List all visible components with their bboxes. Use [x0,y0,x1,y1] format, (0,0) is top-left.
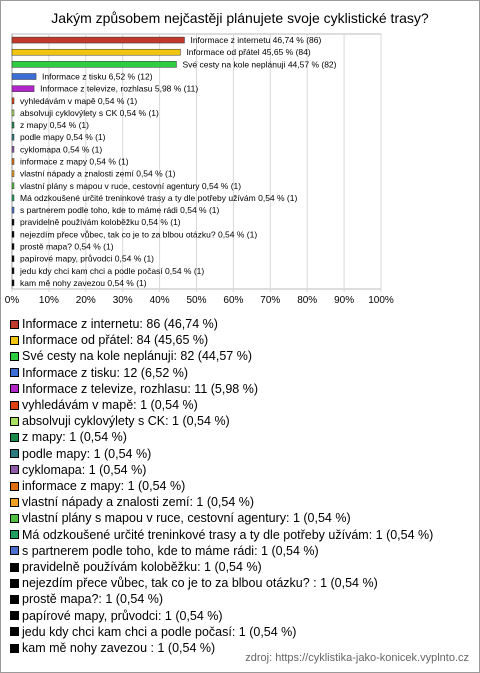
bar [12,86,34,92]
bar [12,195,14,201]
x-tick-label: 100% [368,295,394,306]
bar [12,280,14,286]
legend-item [10,397,198,413]
legend-item [10,624,296,640]
bar [12,122,14,128]
legend-swatch [10,482,19,491]
legend-item [10,640,215,656]
bar [12,171,14,177]
legend-item [10,559,262,575]
legend-label: informace z mapy: 1 (0,54 %) [22,479,186,493]
legend-swatch [10,449,19,458]
bar [12,231,14,237]
x-tick-label: 80% [297,295,318,306]
legend-swatch [10,627,19,636]
legend-item [10,478,185,494]
bar-label: vlastní nápady a znalosti zemí 0,54 % (1) [19,168,176,179]
legend-swatch [10,546,19,555]
bar-label: papírové mapy, průvodci 0,54 % (1) [19,253,155,264]
bar-label: s partnerem podle toho, kde to máme rádi 0,54 % (1) [19,205,220,216]
legend-label: Informace z tisku: 12 (6,52 %) [22,365,189,380]
x-tick-label: 20% [75,295,96,306]
legend-label: papírové mapy, průvodci: 1 (0,54 %) [22,608,223,623]
legend-item [10,365,188,381]
legend-item [10,608,223,624]
bar-label: vlastní plány s mapou v ruce, cestovní agentury 0,54 % (1) [19,180,242,191]
bar [12,110,14,116]
bar [12,61,176,67]
bar-label: absolvuji cyklovýlety s CK 0,54 % (1) [19,107,159,118]
legend-label: cyklomapa: 1 (0,54 %) [22,462,147,477]
legend-label: Informace z internetu: 86 (46,74 %) [22,317,218,331]
x-tick-label: 30% [112,295,133,306]
chart-title: Jakým způsobem nejčastěji plánujete svoje cyklistické trasy? [51,10,429,26]
bar [12,98,14,104]
bar-label: vyhledávám v mapě 0,54 % (1) [19,95,138,106]
bar [12,219,14,225]
legend-swatch [10,514,19,523]
bar [12,244,14,250]
legend-item [10,316,218,332]
legend-swatch [10,595,19,604]
bar-label: nejezdím přece vůbec, tak co je to za blbou otázku? 0,54 % (1) [19,229,258,240]
legend-label: vlastní nápady a znalosti zemí: 1 (0,54 %) [22,495,255,510]
bar [12,146,14,152]
x-tick-label: 10% [38,295,59,306]
bar-label: Informace z televize, rozhlasu 5,98 % (11) [40,83,199,94]
bar-label: jedu kdy chci kam chci a podle počasí 0,54 % (1) [19,265,205,276]
legend-swatch [10,401,19,410]
legend-swatch [10,336,19,345]
x-tick-label: 40% [149,295,170,306]
legend-label: prostě mapa?: 1 (0,54 %) [22,592,164,607]
x-tick-label: 90% [334,295,355,306]
legend-label: Informace od přátel: 84 (45,65 %) [22,333,209,348]
legend-swatch [10,384,19,393]
legend-label: s partnerem podle toho, kde to máme rádi: 1 (0,54 %) [22,543,319,558]
bar-label: cyklomapa 0,54 % (1) [19,144,103,155]
bar-label: informace z mapy 0,54 % (1) [19,156,129,167]
legend-swatch [10,320,19,329]
legend-item [10,462,146,478]
legend-label: kam mě nohy zavezou : 1 (0,54 %) [22,641,216,655]
bar-label: Informace od přátel 45,65 % (84) [186,47,311,58]
legend-label: absolvuji cyklovýlety s CK: 1 (0,54 %) [22,414,230,429]
legend-item [10,381,258,397]
bar-label: kam mě nohy zavezou 0,54 % (1) [19,277,147,288]
legend-swatch [10,579,19,588]
legend-swatch [10,530,19,539]
legend-label: Své cesty na kole neplánuji: 82 (44,57 %) [22,349,252,364]
legend-item [10,332,208,348]
legend-item [10,527,433,543]
legend-label: podle mapy: 1 (0,54 %) [22,446,152,461]
legend-label: nejezdím přece vůbec, tak co je to za blbou otázku? : 1 (0,54 %) [22,576,378,591]
legend-swatch [10,368,19,377]
legend-swatch [10,644,19,653]
source-note: zdroj: https://cyklistika-jako-konicek.vyplnto.cz [245,652,469,664]
bar-label: Informace z internetu 46,74 % (86) [190,35,322,46]
legend-item [10,591,163,607]
bar [12,159,14,165]
legend-swatch [10,465,19,474]
x-tick-label: 0% [4,295,20,306]
bar-chart [1,1,479,311]
bar [12,37,184,43]
legend-item [10,543,319,559]
bar-label: podle mapy 0,54 % (1) [19,132,106,143]
legend-label: Informace z televize, rozhlasu: 11 (5,98 %) [22,381,258,396]
bar-label: Informace z tisku 6,52 % (12) [42,71,153,82]
legend-swatch [10,352,19,361]
legend-item [10,446,151,462]
bar [12,74,36,80]
legend-label: jedu kdy chci kam chci a podle počasí: 1 (0,54 %) [22,624,297,639]
x-tick-label: 50% [186,295,207,306]
bar-label: prostě mapa? 0,54 % (1) [19,241,114,252]
legend-item [10,510,351,526]
legend-label: Má odzkoušené určité treninkové trasy a ty dle potřeby užívám: 1 (0,54 %) [22,527,434,542]
legend-item [10,575,378,591]
legend-swatch [10,498,19,507]
legend-item [10,348,252,364]
bar-label: Své cesty na kole neplánuji 44,57 % (82) [182,59,337,70]
x-tick-label: 60% [223,295,244,306]
legend-label: z mapy: 1 (0,54 %) [22,430,127,445]
legend-swatch [10,417,19,426]
legend-label: pravidelně používám koloběžku: 1 (0,54 %) [22,560,262,574]
legend-item [10,429,127,445]
bar-label: Má odzkoušené určité treninkové trasy a ty dle potřeby užívám 0,54 % (1) [19,192,298,203]
bar [12,134,14,140]
bar [12,268,14,274]
legend-swatch [10,611,19,620]
legend-item [10,494,254,510]
bar [12,207,14,213]
bar [12,183,14,189]
bar-label: z mapy 0,54 % (1) [19,120,89,131]
bar [12,256,14,262]
legend-label: vlastní plány s mapou v ruce, cestovní agentury: 1 (0,54 %) [22,511,351,526]
legend-label: vyhledávám v mapě: 1 (0,54 %) [22,398,198,412]
bar [12,49,180,55]
legend-swatch [10,563,19,572]
legend-swatch [10,433,19,442]
x-tick-label: 70% [260,295,281,306]
legend-item [10,413,230,429]
bar-label: pravidelně používám koloběžku 0,54 % (1) [19,217,181,228]
